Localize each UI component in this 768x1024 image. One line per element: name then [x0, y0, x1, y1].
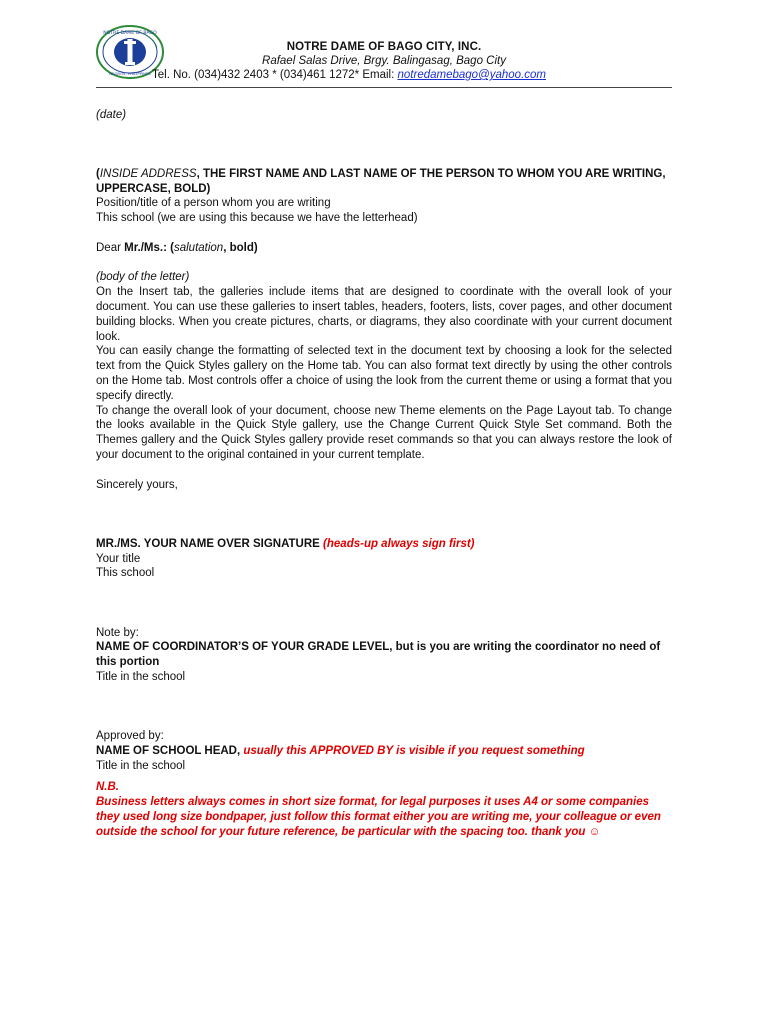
seal-text: NOTRE DAME OF BAGO — [103, 31, 157, 36]
body-paragraph: On the Insert tab, the galleries include items that are designed to coordinate with the overall look of your document. You can use these galleries to insert tables, headers, footers, lists, cover pages, and other document building blocks. When you create pictures, charts, or diagrams, they also coordinate with your current document look. — [96, 286, 672, 343]
body-paragraph: You can easily change the formatting of selected text in the document text by choosing a look for the selected text from the Quick Styles gallery on the Home tab. You can also format text directly by using the other controls on the Home tab. Most controls offer a choice of using the look from the current theme or using a format that you specify directly. — [96, 345, 672, 402]
inside-address: (INSIDE ADDRESS, THE FIRST NAME AND LAST NAME OF THE PERSON TO WHOM YOU ARE WRITING, UPPERCASE, BOLD) — [96, 167, 666, 195]
approved-by-label: Approved by: — [96, 730, 164, 743]
school-name: NOTRE DAME OF BAGO CITY, INC. — [286, 41, 482, 53]
school-head-name: NAME OF SCHOOL HEAD, usually this APPROVED BY is visible if you request something — [96, 744, 585, 757]
letterhead-rule — [96, 87, 672, 88]
salutation: Dear Mr./Ms.: (salutation, bold) — [96, 241, 258, 254]
school-address: Rafael Salas Drive, Brgy. Balingasag, Bago City — [262, 55, 506, 67]
seal-subtext: NEGROS, PHILIPPINES — [109, 71, 151, 76]
body-paragraph: To change the overall look of your document, choose new Theme elements on the Page Layout tab. To change the looks available in the Quick Style gallery, use the Change Current Quick Style Set command. Both the Themes gallery and the Quick Styles gallery provide reset commands so that you can always restore the look of your document to the original contained in your current template. — [96, 404, 672, 461]
signature-school: This school — [96, 567, 155, 580]
school-head-title: Title in the school — [96, 759, 186, 772]
email-link[interactable]: notredamebago@yahoo.com — [397, 69, 546, 81]
contact-phones: Tel. No. (034)432 2403 * (034)461 1272* Email: — [152, 69, 398, 81]
nb-note: Business letters always comes in short size format, for legal purposes it uses A4 or some companies they used long size bondpaper, just follow this format either you are writing me, your colleague or even outside the school for your future reference, be particular with the spacing too. thank you ☺ — [96, 796, 661, 838]
letter-body — [96, 108, 672, 840]
signature-name: MR./MS. YOUR NAME OVER SIGNATURE (heads-up always sign first) — [96, 537, 475, 550]
body-label: (body of the letter) — [96, 271, 190, 284]
position-line: Position/title of a person whom you are writing — [96, 197, 331, 210]
closing: Sincerely yours, — [96, 478, 178, 491]
contact-line — [152, 69, 546, 81]
nb-label: N.B. — [96, 781, 119, 794]
coordinator-title: Title in the school — [96, 670, 186, 683]
date-placeholder: (date) — [96, 109, 127, 121]
noted-by-label: Note by: — [96, 626, 139, 639]
coordinator-name: NAME OF COORDINATOR’S OF YOUR GRADE LEVEL, but is you are writing the coordinator no need of this portion — [96, 641, 661, 669]
signature-title: Your title — [96, 552, 141, 565]
school-line: This school (we are using this because we have the letterhead) — [96, 212, 418, 225]
